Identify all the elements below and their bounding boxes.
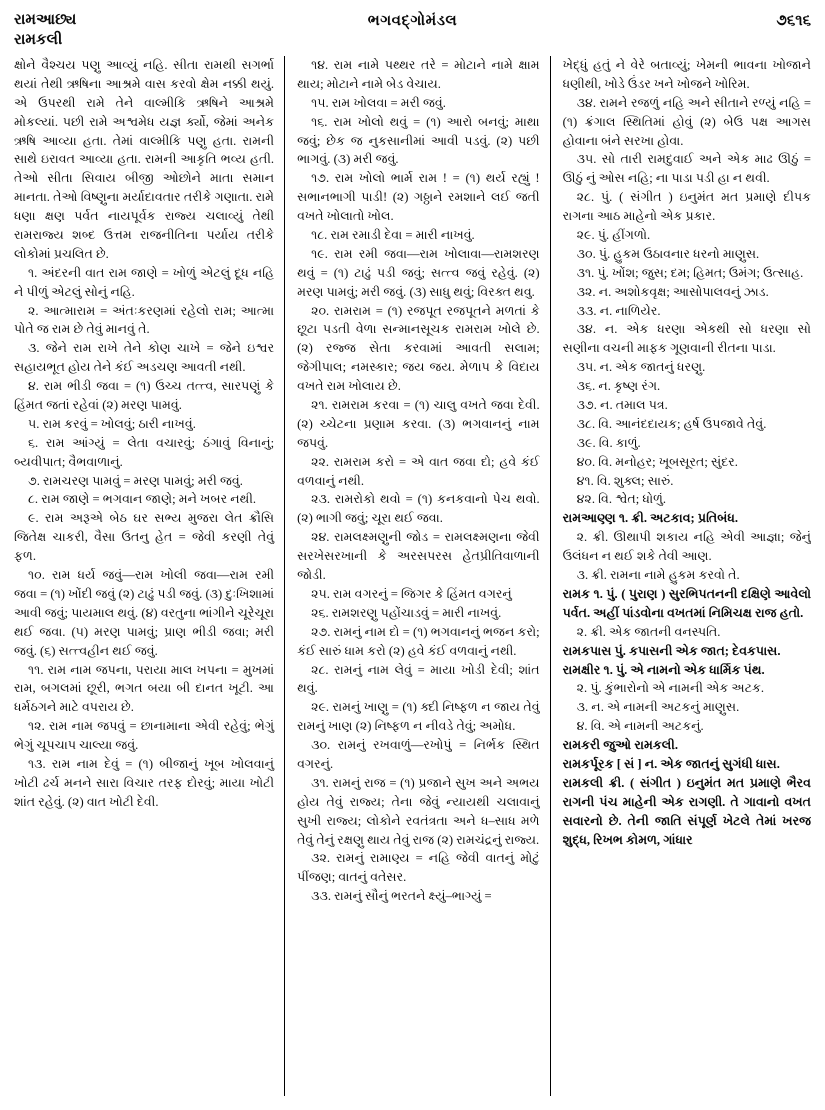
entry-item: ૨૭. રામનું નામ દો = (૧) ભગવાનનું ભજન કરો; કંઈ સારું ધામ કરો (૨) હવે કંઈ વળવાનું નથી. bbox=[297, 624, 540, 658]
entry-item: ૨૯. રામનું ખાણુ = (૧) ક્દી નિષ્ફળ ન જાય તેવું રામનું ખાણ (૨) નિષ્ફળ ન નીવડે તેવું; અમોધ. bbox=[297, 700, 540, 734]
headword-entry: રામકપાસ પું. કપાસની એક જાત; દેવકપાસ. bbox=[562, 643, 781, 658]
entry-item: ૩૩. ન. નાળિયેર. bbox=[576, 303, 661, 318]
entry-item: ૧૬. રામ ખોલો થવું = (૧) આરો બનવું; માથા જવું; છેક જ નુકસાનીમાં આવી પડવું. (૨) પછી ભાગવું. (૩) મરી જવું. bbox=[297, 114, 540, 167]
entry-item: ૨. આત્મારામ = અંતઃકરણમાં રહેલો રામ; આત્મા પોતે જ રામ છે તેવું માનવું તે. bbox=[14, 303, 275, 337]
headword-entry: રામક ૧. પું. ( પુરાણ ) સુરભિપતનની દક્ષિણે આવેલો પર્વત. અહીં પાંડવોના વખતમાં નિમિચક્ષ રાજ હતો. bbox=[562, 586, 812, 620]
entry-item: ૩૬. ન. કૃષ્ણ રંગ. bbox=[576, 379, 661, 394]
entry-item: ૩૧. રામનું રાજ = (૧) પ્રજાને સુખ અને અભય હોય તેવું રાજ્ય; તેના જેવું ન્યાયથી ચલાવાનું સુખી રાજ્ય; લોકોને રવતંત્રતા અને ધ–સાધ મળે તેવું તેનું રક્ષણુ થાય તેવું રાજ (૨) રામચંદ્રનું રાજ્ય. bbox=[297, 775, 540, 847]
entry-item: ૨૧. રામરામ કરવા = (૧) ચાલુ વખતે જવા દેવી. (૨) ચ્ચેટના પ્રણામ કરવા. (૩) ભગવાનનું નામ જપવું. bbox=[297, 398, 540, 450]
entry-item: ૩૪. ન. એક ધરણા એકથી સો ધરણા સો સણીના વચની માફક ગૂણવાની રીતના પાડા. bbox=[562, 322, 812, 356]
entry-item: ૩૦. પું. હુકમ ઉઠાવનાર ધરનો માણુસ. bbox=[576, 246, 760, 261]
text-columns bbox=[14, 56, 811, 1096]
entry-item: ૨. ક્રી. એક જાતની વનસ્પતિ. bbox=[576, 624, 721, 639]
entry-item: ૮. રામ જાણે = ભગવાન જાણે; મને ખબર નથી. bbox=[28, 492, 257, 507]
entry-item: ૨૮. પું. ( સંગીત ) ઇનુમંત મત પ્રમાણે દીપક રાગના આઠ માહેનો એક પ્રકાર. bbox=[562, 190, 812, 224]
entry-item: ૩૧. પું. ખોંશ; જુસ; દમ; હિમત; ઉમંગ; ઉત્સાહ. bbox=[576, 265, 804, 280]
entry-item: ૧. અંદરની વાત રામ જાણે = ખોળું એટલું દૂધ નહિ ને પીળું એટલું સોનું નહિ. bbox=[14, 265, 275, 299]
entry-item: ૧૧. રામ નામ જપના, પરાયા માલ ખપના = મુખમાં રામ, બગલમાં છૂરી, ભગત બયા બી દાનત ખૂટી. આ ધર્મઠગને માટે વપરાય છે. bbox=[14, 662, 275, 715]
entry-item: ૨૫. રામ વગરનું = જિગર કે હિંમત વગરનું bbox=[311, 586, 512, 601]
entry-item: ૯. રામ અરૂએ બેઠ ઘર સભ્ય મુજરા લેત ક્રૌસિ જિતેક્ષ ચાકરી, વૈસા ઉતનુ હેત = જેવી કરણી તેવું ફળ. bbox=[14, 511, 275, 564]
entry-item: ૨. પું. કુંભારોનો એ નામની એક અટક. bbox=[576, 681, 765, 696]
entry-item: ૩૨. રામનું રામાણ્ય = નહિ જેવી વાતનું મોટું પીંજણ; વાતનું વતેસર. bbox=[297, 851, 540, 885]
entry-item: ૪. રામ ભીડી જવા = (૧) ઉચ્ચ તત્ત્વ, સારપણું કે હિંમત જતાં રહેવાં (૨) મરણ પામવું. bbox=[14, 379, 275, 413]
entry-item: ૧૭. રામ ખોલો ભાર્મ રામ ! = (૧) થર્ય રહ્યું ! સભાનભાગી પાડી! (૨) ગઠ્ઠાને રમશાને લઈ જતી વખતે ખોલાતો ખોલ. bbox=[297, 171, 540, 224]
entry-item: ૩૩. રામનું સૌનું ભરતને ક્ષ્યું–ભાગ્યું = bbox=[311, 889, 492, 904]
entry-item: ૪૦. વિ. મનોહર; ખૂબસૂરત; સુંદર. bbox=[576, 454, 738, 469]
headword-entry: રામઆણ્ણ ૧. ક્રી. અટકાવ; પ્રતિબંધ. bbox=[562, 511, 739, 526]
entry-item: ૩. ન. એ નામની અટકનું માણુસ. bbox=[576, 700, 740, 715]
column-1 bbox=[14, 56, 284, 1096]
entry-item: ૪૨. વિ. શ્વેત; ધોળું. bbox=[576, 492, 667, 507]
headword-entry: રામકર્પૂરક [ સં ] ન. એક જાતનું સુગંધી ધાસ. bbox=[562, 756, 780, 771]
entry-item: ૧૪. રામ નામે પથ્થર તરે = મોટાને નામે ક્ષામ થાય; મોટાને નામે બેડ વેચાય. bbox=[297, 58, 540, 91]
entry-item: ૪૧. વિ. શુક્લ; સારું. bbox=[576, 473, 674, 488]
entry-item: ૩૫. ન. એક જાતનું ધરણુ. bbox=[576, 360, 706, 375]
entry-item: ૩. જેને રામ રાખે તેને કોણ ચાખે = જેને ઇશ્વર સહાયભૂત હોય તેને કંઈ અડચણ આવતી નથી. bbox=[14, 341, 275, 375]
entry-item: ખેદ્ધું હતું ને વેરે બતાવ્યું; ખેમની ભાવના ખોજાને ધણીથી, ખોડે ઉંડર ખને ખોજને ખોરિમ. bbox=[562, 58, 812, 91]
header-running-head-2: રામકલી bbox=[14, 32, 63, 49]
entry-item: ૬. રામ આંગ્યું = લેતા વચારવું; ઠંગાવું વિનાનું; બ્યવીપાત; વૈભવાળાનું. bbox=[14, 435, 275, 469]
entry-item: ૩૭. ન. તમાલ પત્ર. bbox=[576, 398, 668, 413]
header-left-headwords bbox=[14, 10, 76, 51]
book-title: ભગવદ્ગોમંડલ bbox=[367, 13, 458, 29]
header-running-head-1: રામઆછ્ય bbox=[14, 12, 77, 28]
column-3 bbox=[550, 56, 811, 1096]
entry-item: ૩૫. સો તારી રામદુવાઈ અને એક માઢ ઊઠું = ઊઠું નું ઓસ નહિ; ના પાડા પડી હા ન થવી. bbox=[562, 152, 812, 186]
headword-entry: રામકરી જુઓ રામકલી. bbox=[562, 738, 678, 753]
entry-item: ૩. ક્રી. રામના નામે હુકમ કરવો તે. bbox=[576, 568, 740, 583]
page-header bbox=[14, 10, 811, 54]
entry-item: ૧૩. રામ નામ દેવું = (૧) બીજાનું ખૂબ ખોલવાનું ખોટી ઢર્ચ મનને સારા વિચાર તરફ દોરવું; માયા ખોટી શાંત રહેવું. (૨) વાત ખોટી દેવી. bbox=[14, 756, 275, 809]
entry-item: ૨૬. રામશરણુ પહોંચાડવું = મારી નાખવું. bbox=[311, 605, 502, 620]
headword-entry: રામકલી ક્રી. ( સંગીત ) ઇનુમંત મત પ્રમાણે ભૈરવ રાગની પંચ માહેની એક રાગણી. તે ગાવાનો વખત સવારનો છે. તેની જાતિ સંપૂર્ણ ખેટલે તેમાં ખરજ શુદ્ધ, રિખભ કોમળ, ગાંધાર bbox=[562, 775, 812, 847]
entry-item: ૭. રામચરણ પામવું = મરણ પામવું; મરી જવું. bbox=[28, 473, 243, 488]
entry-item: ૨. ક્રી. ઊથાપી શકાય નહિ એવી આજ્ઞા; જેનું ઉલંધન ન થઈ શકે તેવી આણ. bbox=[562, 530, 812, 564]
headword-entry: રામક્ષીર ૧. પું. એ નામનો એક ધાર્મિક પંથ. bbox=[562, 662, 765, 677]
entry-item: ૨૦. રામરામ = (૧) રજપૂત રજપૂતને મળતાં કે છૂટા પડતી વેળા સન્માનસૂચક રામરામ ખોલે છે. (૨) રજ્જ સેતા કરવામાં આવતી સલામ; જેગીપાલ; નમસ્કાર; જય જય. મેળાપ કે વિદાય વખતે રામ ખોલાય છે. bbox=[297, 303, 540, 394]
entry-item: ૨૪. રામલક્ષ્મણુની જોડ = રામલક્ષ્મણના જેવી સરખેસરખાની કે અરસપરસ હેતપ્રીતિવાળાની જોડી. bbox=[297, 530, 540, 583]
entry-item: ૧૯. રામ રમી જવા—રામ ખોલાવા—રામશરણ થવું = (૧) ટાઢું પડી જવું; સત્ત્વ જવું રહેવું. (૨) મરણ પામવું; મરી જવું. (૩) સાધુ થવું; વિરક્ત થવુ. bbox=[297, 246, 540, 299]
entry-item: ૩૪. રામને રજળું નહિ અને સીતાને રળ્યું નહિ = (૧) ક્રંગાલ સ્થિતિમાં હોવું (૨) બેઉ પક્ષ આગસ હોવાના બંને સરખા હોવા. bbox=[562, 95, 812, 148]
entry-item: ૨૯. પું. હીંગળો. bbox=[576, 228, 651, 243]
entry-item: ૧૫. રામ ખોલવા = મરી જવું. bbox=[311, 95, 446, 110]
entry-item: ૨૩. રામરોકો થવો = (૧) કનકવાનો પેચ થવો. (૨) ભાગી જવું; ચૂરા થઈ જવા. bbox=[297, 492, 540, 526]
entry-item: ૩૦. રામનું રખવાળું—રખોપું = નિર્ભક સ્થિત વગરનું. bbox=[297, 738, 540, 771]
entry-item: ૧૮. રામ રમાડી દેવા = મારી નાખવું. bbox=[311, 228, 475, 243]
entry-item: ૩૯. વિ. કાળું. bbox=[576, 435, 641, 450]
body-paragraph: ક્ષોને વૈશ્ચય પણુ આવ્યું નહિ. સીતા રામથી સગર્ભા થયાં તેથી ઋષિના આશ્રમે વાસ કરવો ક્ષેમ નક્કી થયું. એ ઉપરથી રામે તેને વાલ્મીકિ ઋષિને આશ્રમે મોકલ્યાં. પછી રામે અશ્વમેધ યજ્ઞ ર્ક્યો, જેમાં અનેક ઋષિ આવ્યા હતા. તેમાં વાલ્મીકિ પણુ હતા. રામની સાથે ઇરાવત આવ્યા હતા. રામની આકૃતિ ભવ્ય હતી. તેઓ સીતા સિવાય બીજી ઓછોને માતા સમાન માનતા. તેઓ વિષ્ણુના મર્યાદાવતાર તરીકે ગણાતા. રામે ધણા ક્ષણ પર્વત નાયપૂર્વક રાજ્ય ચલાવ્યું તેથી રામરાજ્ય શબ્દ ઉત્તમ રાજનીતિના પર્યાય તરીકે લોકોમાં પ્રચલિત છે. bbox=[14, 58, 275, 261]
entry-item: ૧૦. રામ ધર્ય જવું—રામ ખોલી જવા—રામ રમી જવા = (૧) ખોંદી જવું (૨) ટાઢું પડી જવું. (૩) દુઃખિશામાં આવી જવું; પાયમાલ થવું. (૪) વરતુના ભાંગીને ચૂરેચૂરા થઈ જવા. (૫) મરણ પામવું; પ્રાણ ભીડી જવા; મરી જવું. (૬) સત્ત્વહીન થઈ જવું. bbox=[14, 568, 275, 658]
column-2 bbox=[284, 56, 550, 1096]
entry-item: ૩૮. વિ. આનંદદાયક; હર્ષ ઉપજાવે તેવું. bbox=[576, 416, 767, 431]
entry-item: ૫. રામ કરવું = ખોલવું; ઠારી નાખવું. bbox=[28, 416, 196, 431]
entry-item: ૪. વિ. એ નામની અટકનું. bbox=[576, 719, 704, 734]
page-number: ૭૬૧૬ bbox=[776, 13, 811, 29]
entry-item: ૧૨. રામ નામ જપવું = છાનામાના એવી રહેવું; ભેગું ભેગું ચૂપચાપ ચાલ્યા જવું. bbox=[14, 719, 275, 753]
entry-item: ૩૨. ન. અશોકવૃક્ષ; આસોપાલવનું ઝાડ. bbox=[576, 284, 769, 299]
entry-item: ૨૮. રામનું નામ લેવું = માયા ખોડી દેવી; શાંત થવું. bbox=[297, 662, 540, 696]
entry-item: ૨૨. રામરામ કરો = એ વાત જવા દો; હવે કંઈ વળવાનું નથી. bbox=[297, 454, 540, 488]
